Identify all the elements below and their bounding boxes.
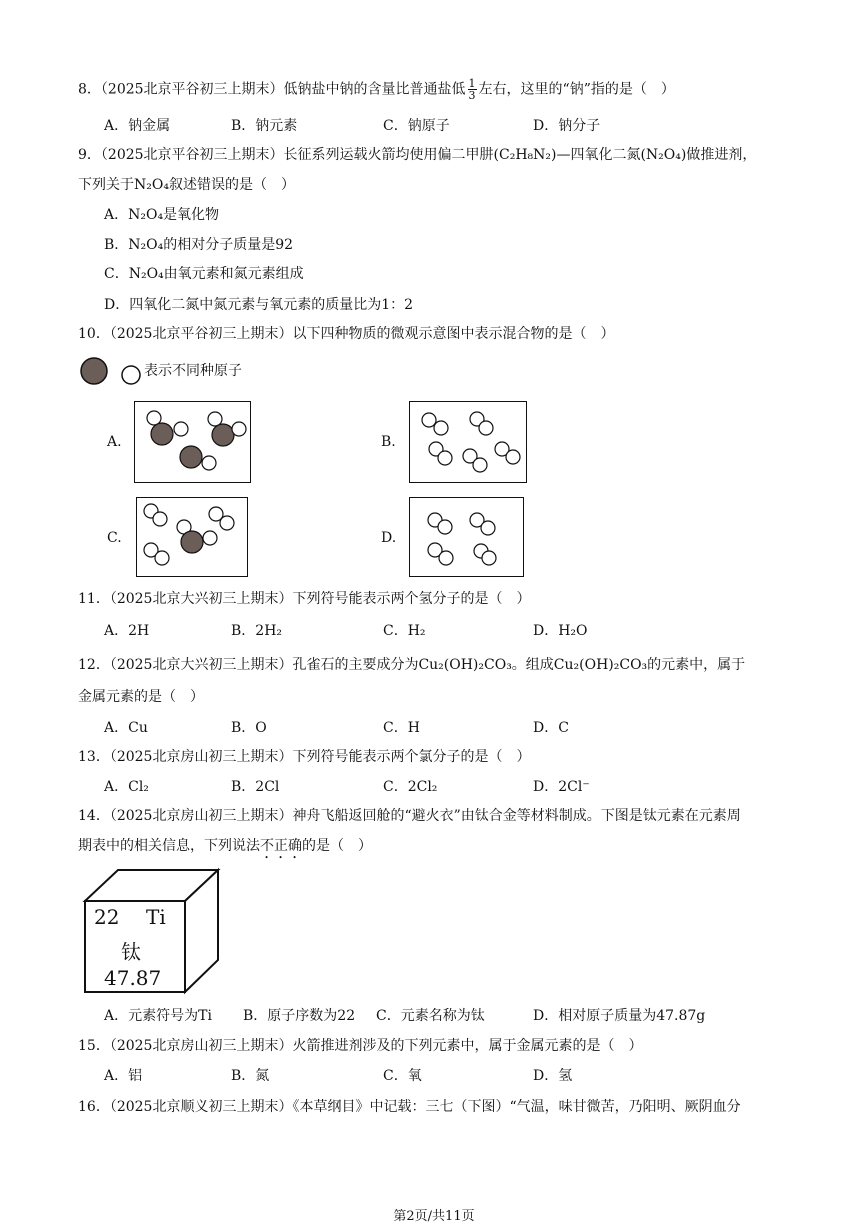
q10-diagram-d[interactable] xyxy=(409,497,524,577)
q14-option-a[interactable]: A．元素符号为Ti xyxy=(104,1008,212,1024)
fraction-one-third xyxy=(468,78,477,101)
q11-option-c[interactable]: C．H₂ xyxy=(383,623,426,639)
q15-option-b[interactable]: B．氮 xyxy=(231,1068,270,1084)
q10-diagram-b[interactable] xyxy=(409,401,527,483)
q12-option-b[interactable]: B．O xyxy=(231,720,267,736)
q11-option-a[interactable]: A．2H xyxy=(104,623,150,639)
q10-option-b-label[interactable]: B. xyxy=(381,434,396,450)
question-14-stem: 14．（2025北京房山初三上期末）神舟飞船返回舱的“避火衣”由钛合金等材料制成。下图是钛元素在元素周 xyxy=(78,808,741,824)
q9-option-d[interactable]: D．四氧化二氮中氮元素与氧元素的质量比为1：2 xyxy=(104,297,414,313)
q12-option-a[interactable]: A．Cu xyxy=(104,720,148,736)
molecule-diagram-d xyxy=(410,498,525,578)
q8-stem-part-b: 左右，这里的“钠”指的是（ ） xyxy=(478,81,675,98)
q10-option-d-label[interactable]: D. xyxy=(381,530,397,546)
q11-option-b[interactable]: B．2H₂ xyxy=(231,623,283,639)
q10-option-c-label[interactable]: C. xyxy=(107,530,122,546)
q11-option-d[interactable]: D．H₂O xyxy=(533,623,588,639)
question-9-stem-line2: 下列关于N₂O₄叙述错误的是（ ） xyxy=(78,177,295,193)
question-12-stem-line2: 金属元素的是（ ） xyxy=(78,689,204,705)
q13-option-b[interactable]: B．2Cl xyxy=(231,779,280,795)
atom-legend-icon xyxy=(78,355,148,389)
q13-option-a[interactable]: A．Cl₂ xyxy=(104,779,149,795)
q14-option-d[interactable]: D．相对原子质量为47.87g xyxy=(533,1008,706,1024)
fraction-denominator: 3 xyxy=(468,89,476,102)
atom-legend-text: 表示不同种原子 xyxy=(144,363,242,379)
q13-option-c[interactable]: C．2Cl₂ xyxy=(383,779,438,795)
atomic-mass: 47.87 xyxy=(104,966,162,990)
q8-option-c[interactable]: C．钠原子 xyxy=(383,118,450,134)
question-13-stem: 13．（2025北京房山初三上期末）下列符号能表示两个氯分子的是（ ） xyxy=(78,749,531,765)
question-16-stem: 16．（2025北京顺义初三上期末）《本草纲目》中记载：三七（下图）“气温，味甘微苦，乃阳明、厥阴血分 xyxy=(78,1099,741,1115)
question-11-stem: 11．（2025北京大兴初三上期末）下列符号能表示两个氢分子的是（ ） xyxy=(78,591,531,607)
q9-option-c[interactable]: C．N₂O₄由氧元素和氮元素组成 xyxy=(104,266,304,282)
molecule-diagram-c xyxy=(137,498,249,578)
q14-line2-part-b: 的是（ ） xyxy=(302,838,372,854)
q15-option-a[interactable]: A．铝 xyxy=(104,1068,143,1084)
q14-option-c[interactable]: C．元素名称为钛 xyxy=(376,1008,485,1024)
q9-option-b[interactable]: B．N₂O₄的相对分子质量是92 xyxy=(104,237,294,253)
molecule-diagram-a xyxy=(135,402,252,484)
q10-diagram-a[interactable] xyxy=(134,401,251,483)
q13-option-d[interactable]: D．2Cl⁻ xyxy=(533,779,590,795)
q15-option-d[interactable]: D．氢 xyxy=(533,1068,573,1084)
q8-option-a[interactable]: A．钠金属 xyxy=(104,118,171,134)
q10-diagram-c[interactable] xyxy=(136,497,248,577)
q12-option-c[interactable]: C．H xyxy=(383,720,420,736)
element-name: 钛 xyxy=(121,940,141,964)
q14-line2-part-a: 期表中的相关信息，下列说法 xyxy=(78,838,260,854)
question-8-stem xyxy=(78,78,675,101)
q8-stem-part-a: 8．（2025北京平谷初三上期末）低钠盐中钠的含量比普通盐低 xyxy=(78,81,466,98)
q8-option-d[interactable]: D．钠分子 xyxy=(533,118,601,134)
q8-option-b[interactable]: B．钠元素 xyxy=(231,118,298,134)
q9-option-a[interactable]: A．N₂O₄是氧化物 xyxy=(104,207,220,223)
question-10-stem: 10．（2025北京平谷初三上期末）以下四种物质的微观示意图中表示混合物的是（ ） xyxy=(78,326,615,342)
q12-option-d[interactable]: D．C xyxy=(533,720,569,736)
molecule-diagram-b xyxy=(410,402,528,484)
question-12-stem: 12．（2025北京大兴初三上期末）孔雀石的主要成分为Cu₂(OH)₂CO₃。组成Cu₂(OH)₂CO₃的元素中，属于 xyxy=(78,657,746,673)
q15-option-c[interactable]: C．氧 xyxy=(383,1068,422,1084)
question-15-stem: 15．（2025北京房山初三上期末）火箭推进剂涉及的下列元素中，属于金属元素的是（ ） xyxy=(78,1038,643,1054)
question-9-stem: 9．（2025北京平谷初三上期末）长征系列运载火箭均使用偏二甲肼(C₂H₈N₂)—四氧化二氮(N₂O₄)做推进剂， xyxy=(78,147,757,163)
q14-option-b[interactable]: B．原子序数为22 xyxy=(243,1008,356,1024)
q10-option-a-label[interactable]: A. xyxy=(107,434,122,450)
page-footer: 第2页/共11页 xyxy=(393,1209,475,1224)
atomic-number: 22 xyxy=(94,905,120,929)
question-14-stem-line2 xyxy=(78,837,372,862)
q14-emphasis-not-correct: 不正确 xyxy=(260,838,302,854)
fraction-numerator: 1 xyxy=(468,77,476,90)
element-symbol: Ti xyxy=(146,905,166,929)
